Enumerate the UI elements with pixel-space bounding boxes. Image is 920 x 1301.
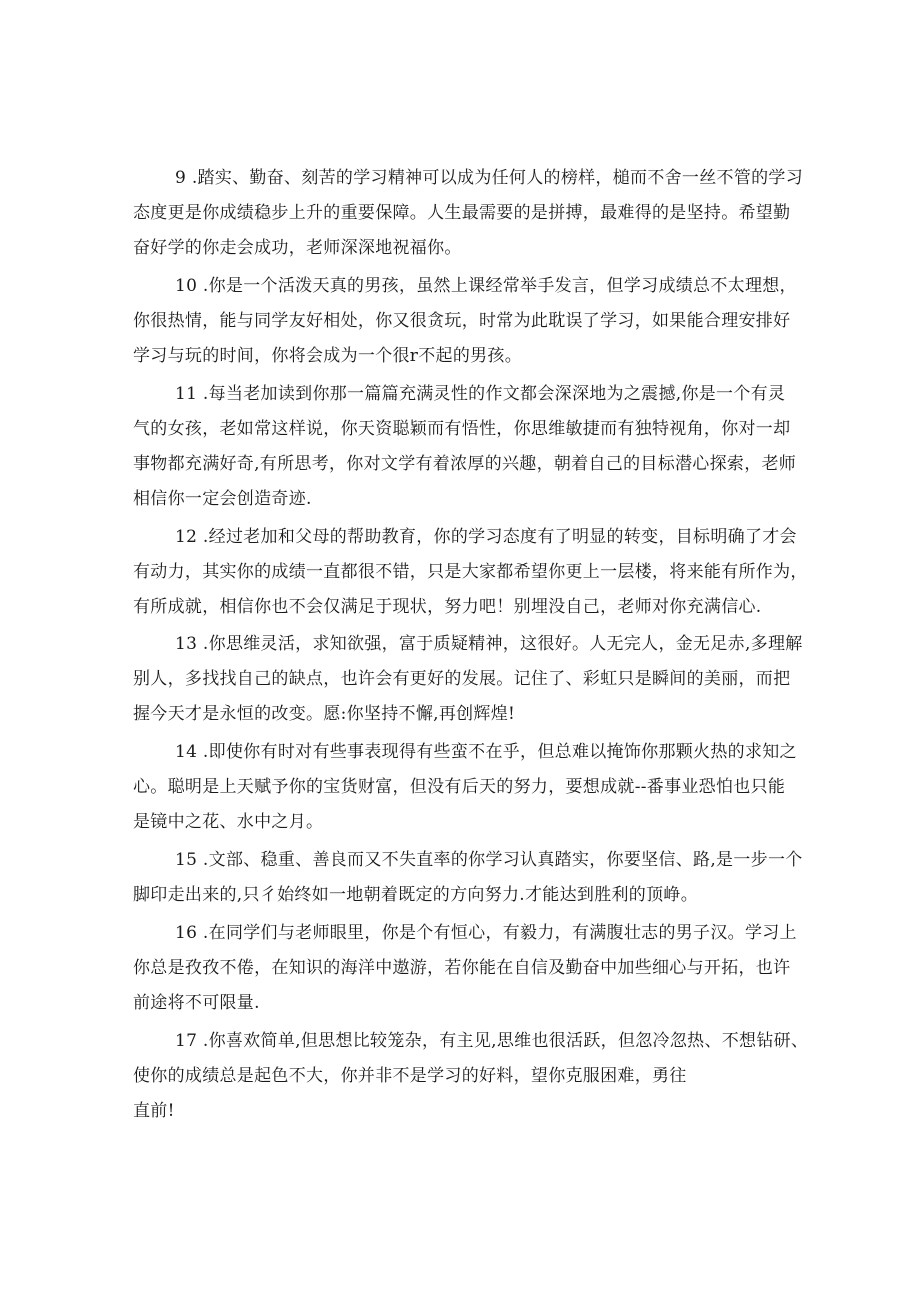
paragraph-10-line-2: 你很热情，能与同学友好相处，你又很贪玩，时常为此耽误了学习，如果能合理安排好 — [133, 311, 791, 331]
paragraph-9-line-3: 奋好学的你走会成功，老师深深地祝福你。 — [133, 238, 462, 258]
paragraph-11-line-3: 事物都充满好奇,有所思考，你对文学有着浓厚的兴趣，朝着自己的目标潜心探索，老师 — [133, 454, 797, 474]
paragraph-14-line-1: 14 .即使你有时对有些事表现得有些蛮不在乎，但总难以掩饰你那颗火热的求知之 — [175, 742, 797, 762]
paragraph-17-line-1: 17 .你喜欢简单,但思想比较笼杂，有主见,思维也很活跃，但忽冷忽热、不想钻研、 — [175, 1031, 809, 1051]
paragraph-10-line-3: 学习与玩的时间，你将会成为一个很r不起的男孩。 — [133, 346, 523, 366]
paragraph-11-line-1: 11 .每当老加读到你那一篇篇充满灵性的作文都会深深地为之震撼,你是一个有灵 — [175, 384, 786, 404]
paragraph-13-line-1: 13 .你思维灵活，求知欲强，富于质疑精神，这很好。人无完人，金无足赤,多理解 — [175, 634, 803, 654]
paragraph-11-line-4: 相信你一定会创造奇迹. — [133, 489, 312, 509]
paragraph-12-line-2: 有动力，其实你的成绩一直都很不错，只是大家都希望你更上一层楼，将来能有所作为， — [133, 562, 808, 582]
paragraph-15-line-1: 15 .文部、稳重、善良而又不失直率的你学习认真踏实，你要坚信、路,是一步一个 — [175, 850, 803, 870]
paragraph-17-line-2: 使你的成绩总是起色不大，你并非不是学习的好料，望你克服困难，勇往 — [133, 1066, 687, 1086]
paragraph-16-line-2: 你总是孜孜不倦，在知识的海洋中遨游，若你能在自信及勤奋中加些细心与开拓，也许 — [133, 958, 791, 978]
paragraph-15-line-2: 脚印走出来的,只彳始终如一地朝着既定的方向努力.才能达到胜利的顶峥。 — [133, 885, 699, 905]
paragraph-13-line-3: 握今天才是永恒的改变。愿:你坚持不懈,再创辉煌! — [133, 704, 516, 724]
paragraph-9-line-1: 9 .踏实、勤奋、刻苦的学习精神可以成为任何人的榜样，槌而不舍一丝不管的学习 — [175, 168, 804, 188]
paragraph-17-line-3: 直前! — [133, 1101, 175, 1121]
paragraph-12-line-1: 12 .经过老加和父母的帮助教育，你的学习态度有了明显的转变，目标明确了才会 — [175, 527, 797, 547]
paragraph-14-line-3: 是镜中之花、水中之月。 — [133, 812, 324, 832]
paragraph-16-line-1: 16 .在同学们与老师眼里，你是个有恒心，有毅力，有满腹壮志的男子汉。学习上 — [175, 923, 797, 943]
paragraph-9-line-2: 态度更是你成绩稳步上升的重要保障。人生最需要的是拼搏，最难得的是坚持。希望勤 — [133, 203, 791, 223]
paragraph-13-line-2: 别人，多找找自己的缺点，也许会有更好的发展。记住了、彩虹只是瞬间的美丽，而把 — [133, 669, 791, 689]
paragraph-12-line-3: 有所成就，相信你也不会仅满足于现状，努力吧！别埋没自己，老师对你充满信心. — [133, 597, 762, 617]
paragraph-16-line-3: 前途将不可限量. — [133, 993, 260, 1013]
paragraph-11-line-2: 气的女孩，老如常这样说，你天资聪颖而有悟性，你思维敏捷而有独特视角，你对一却 — [133, 419, 791, 439]
paragraph-10-line-1: 10 .你是一个活泼天真的男孩，虽然上课经常举手发言，但学习成绩总不太理想， — [175, 276, 797, 296]
paragraph-14-line-2: 心。聪明是上天赋予你的宝货财富，但没有后天的努力，要想成就--番事业恐怕也只能 — [133, 777, 786, 797]
